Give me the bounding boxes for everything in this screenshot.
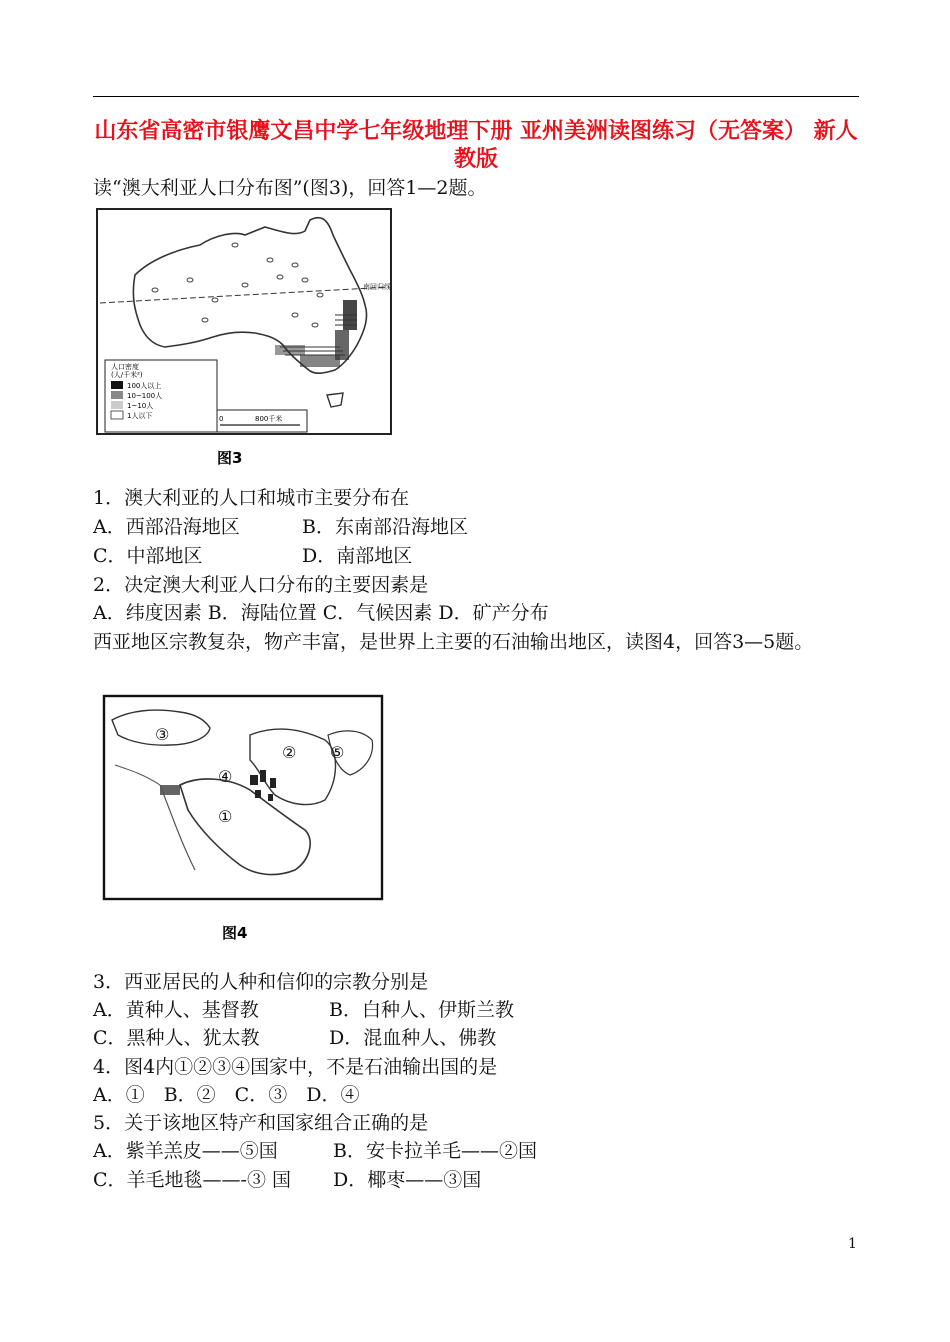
- q1-stem: 1．澳大利亚的人口和城市主要分布在: [93, 487, 410, 509]
- q1-option-c: C．中部地区: [93, 545, 203, 567]
- legend-item-2: 10~100人: [127, 392, 163, 400]
- label-country-3: ③: [155, 725, 170, 744]
- q3-option-a: A．黄种人、基督教: [93, 999, 259, 1021]
- scale-end: 800千米: [255, 415, 283, 423]
- q2-stem: 2．决定澳大利亚人口分布的主要因素是: [93, 574, 429, 596]
- figure-4-west-asia-map: [100, 690, 390, 945]
- legend-item-1: 100人以上: [127, 382, 162, 390]
- q5-option-b: B．安卡拉羊毛——②国: [333, 1140, 537, 1162]
- q3-options-row-1: [93, 998, 514, 1022]
- intro-fig4: 西亚地区宗教复杂，物产丰富，是世界上主要的石油输出地区，读图4，回答3—5题。: [93, 631, 814, 653]
- legend-title: 人口密度: [111, 363, 139, 371]
- label-country-5: ⑤: [330, 743, 345, 762]
- q4-stem: 4．图4内①②③④国家中，不是石油输出国的是: [93, 1056, 498, 1078]
- q3-option-b: B．白种人、伊斯兰教: [329, 999, 514, 1021]
- q5-option-a: A．紫羊羔皮——⑤国: [93, 1140, 278, 1162]
- q5-option-d: D．椰枣——③国: [333, 1169, 482, 1191]
- document-title: 山东省高密市银鹰文昌中学七年级地理下册 亚州美洲读图练习（无答案） 新人教版: [94, 119, 858, 172]
- q3-stem: 3．西亚居民的人种和信仰的宗教分别是: [93, 971, 429, 993]
- q5-option-c: C．羊毛地毯——-③ 国: [93, 1169, 291, 1191]
- intro-fig3: 读“澳大利亚人口分布图”(图3)，回答1—2题。: [93, 177, 487, 199]
- q3-option-c: C．黑种人、犹太教: [93, 1027, 260, 1049]
- q1-option-d: D．南部地区: [302, 545, 413, 567]
- q1-option-b: B．东南部沿海地区: [302, 516, 468, 538]
- label-country-1: ①: [218, 807, 233, 826]
- q3-options-row-2: [93, 1026, 496, 1050]
- label-country-4: ④: [218, 767, 233, 786]
- figure-3-caption: 图3: [217, 449, 243, 467]
- scale-zero: 0: [219, 415, 224, 423]
- q2-options: A．纬度因素 B．海陆位置 C．气候因素 D．矿产分布: [93, 602, 549, 624]
- legend-unit: (人/千米²): [111, 371, 143, 379]
- header-rule: [93, 96, 859, 97]
- q5-options-row-1: [93, 1139, 537, 1163]
- q5-options-row-2: [93, 1168, 481, 1192]
- label-country-2: ②: [282, 743, 297, 762]
- q4-options: A．① B．② C．③ D．④: [93, 1084, 360, 1106]
- figure-4-caption: 图4: [222, 924, 248, 942]
- legend-item-3: 1~10人: [127, 402, 154, 410]
- q5-stem: 5．关于该地区特产和国家组合正确的是: [93, 1112, 429, 1134]
- tropic-label: 南回归线: [363, 283, 391, 291]
- q3-option-d: D．混血种人、佛教: [329, 1027, 497, 1049]
- q1-options-row-2: [93, 544, 412, 568]
- q1-option-a: A．西部沿海地区: [93, 516, 240, 538]
- legend-item-4: 1人以下: [127, 412, 153, 420]
- q1-options-row-1: [93, 515, 468, 539]
- figure-3-australia-map: [95, 205, 395, 470]
- page-number: 1: [848, 1236, 857, 1252]
